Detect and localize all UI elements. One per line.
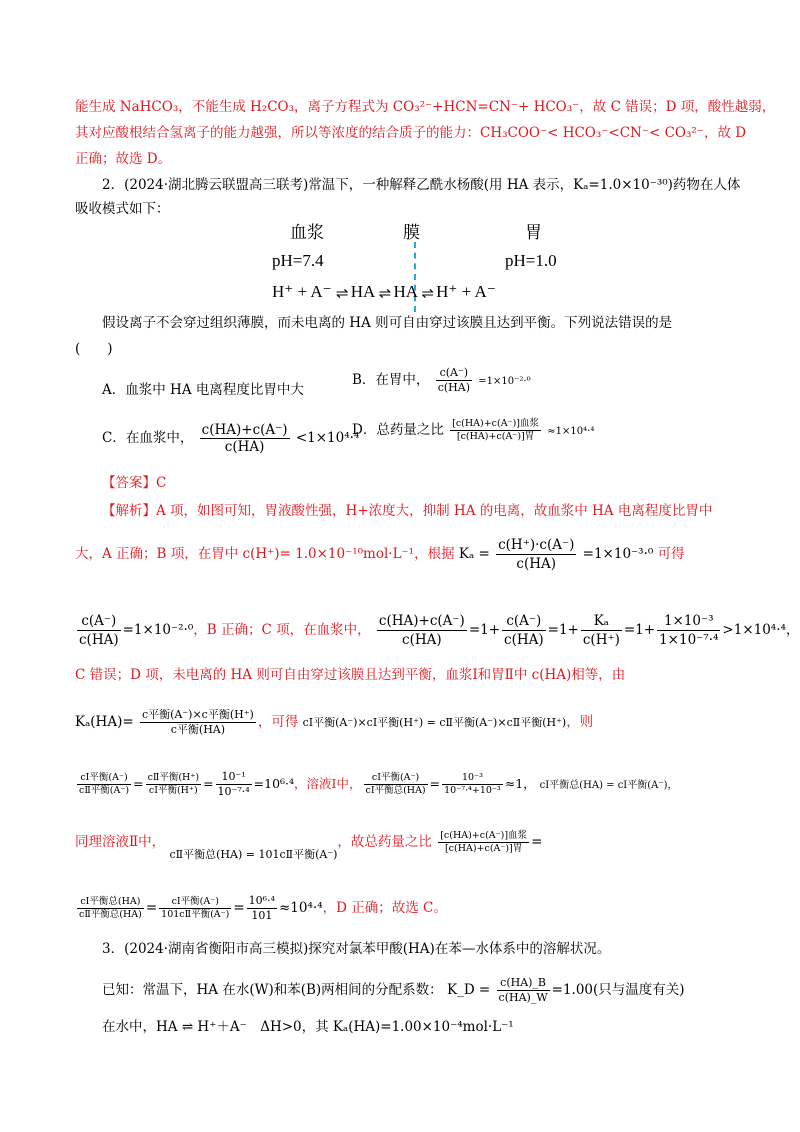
analysis-text: ，则 [566, 714, 594, 730]
analysis-line-5 [75, 708, 593, 737]
fraction-numerator: cⅠ平衡(A⁻) [77, 772, 131, 785]
option-d-fraction [450, 418, 541, 443]
equals-sign: = [133, 776, 144, 791]
numeric-fraction [657, 612, 720, 649]
fraction-numerator: cⅡ平衡(H⁺) [147, 772, 200, 783]
analysis-text: 大，A 正确；B 项，在胃中 c(H⁺)= 1.0×10⁻¹⁰mol·L⁻¹，根据 [75, 546, 455, 562]
solution-i-expression: cⅠ平衡总(HA) = cⅠ平衡(A⁻)， [539, 780, 678, 791]
ratio-fraction [77, 612, 121, 649]
q3-line-1: 3．(2024·湖南省衡阳市高三模拟)探究对氯苯甲酸(HA)在苯—水体系中的溶解状况。 [102, 941, 611, 957]
fraction-numerator: c(HA)+c(A⁻) [201, 422, 288, 438]
eq-left-ions: H⁺ + A⁻ [272, 282, 332, 301]
q2-stem-1: 假设离子不会穿过组织薄膜，而未电离的 HA 则可自由穿过该膜且达到平衡。下列说法错误的是 [102, 315, 673, 331]
option-b-label: B．在胃中， [352, 372, 430, 388]
fraction-numerator: c(A⁻) [436, 366, 472, 381]
fraction-numerator: c平衡(A⁻)×c平衡(H⁺) [141, 708, 254, 721]
fraction-denominator: [c(HA)+c(A⁻)]胃 [444, 843, 523, 854]
fraction-numerator: c(H⁺)·c(A⁻) [498, 537, 575, 553]
analysis-line-1 [102, 502, 712, 520]
solution-i-fraction [364, 772, 428, 797]
option-b-value: =1×10⁻²·⁰ [478, 376, 531, 387]
q2-line-1: 2．(2024·湖北腾云联盟高三联考)常温下，一种解释乙酰水杨酸(用 HA 表示，Kₐ=1.0×10⁻³⁰)药物在人体 [102, 177, 741, 193]
option-b-fraction [436, 366, 472, 395]
solution-ii-expression: cⅡ平衡总(HA) = 101cⅡ平衡(A⁻) [169, 848, 338, 861]
equals-sign: = [233, 900, 245, 916]
equilibrium-arrow-icon: ⇌ [421, 285, 432, 302]
fraction-denominator: c(HA) [402, 632, 442, 648]
fraction-denominator: c(HA) [516, 556, 557, 572]
solution-i-numeric-fraction [442, 772, 503, 797]
fraction-numerator: 1×10⁻³ [657, 612, 720, 631]
plasma-ph: pH=7.4 [272, 251, 324, 270]
equilibrium-arrow-icon: ⇌ [335, 285, 347, 302]
membrane-label: 膜 [403, 223, 420, 242]
stomach-ph: pH=1.0 [505, 251, 557, 270]
q3-text: 已知：常温下，HA 在水(W)和苯(B)两相间的分配系数： [102, 982, 443, 998]
fraction-denominator: cⅡ平衡总(HA) [79, 909, 142, 920]
analysis-line-8 [75, 894, 447, 923]
equilibrium-expression: cⅠ平衡(A⁻)×cⅠ平衡(H⁺) = cⅡ平衡(A⁻)×cⅡ平衡(H⁺) [302, 716, 567, 729]
fraction-numerator: cⅠ平衡总(HA) [77, 896, 144, 909]
analysis-tag: 【解析】 [102, 503, 156, 519]
fraction-denominator: cⅠ平衡(H⁺) [148, 785, 198, 796]
comparison-value: >1×10⁴·⁴， [722, 622, 800, 638]
option-d-value: ≈1×10⁴·⁴ [547, 426, 595, 437]
fraction-denominator: 10⁻⁷·⁴+10⁻³ [444, 785, 501, 796]
fraction-denominator: cⅡ平衡(A⁻) [79, 785, 130, 796]
fraction-denominator: [c(HA)+c(A⁻)]胃 [456, 431, 535, 442]
fraction-denominator: c平衡(HA) [170, 723, 226, 736]
analysis-text: A 项，如图可知，胃液酸性强，H+浓度大，抑制 HA 的电离，故血浆中 HA 电离程度比胃中 [156, 503, 713, 519]
analysis-line-3 [75, 612, 799, 649]
fraction-numerator: 10⁶·⁴ [248, 894, 275, 907]
equals-sign: = [145, 900, 158, 916]
top-para-line-1: 能生成 NaHCO₃，不能生成 H₂CO₃，离子方程式为 CO₃²⁻+HCN=CN⁻+ HCO₃⁻，故 C 错误；D 项，酸性越弱， [75, 99, 776, 115]
equals-sign: = [203, 776, 214, 791]
equals-sign: =1+ [547, 622, 579, 638]
analysis-line-7 [75, 830, 543, 861]
fraction-denominator: 101cⅡ平衡(A⁻) [161, 909, 230, 920]
fraction-denominator: c(HA) [224, 439, 265, 455]
eq-right-ions: H⁺ + A⁻ [436, 282, 496, 301]
analysis-line-6 [75, 770, 678, 799]
stomach-label: 胃 [525, 223, 542, 242]
final-fraction [247, 894, 277, 923]
ka-ha-symbol: Kₐ(HA)= [75, 714, 134, 730]
equilibrium-row [272, 282, 496, 303]
h-ratio-fraction [146, 772, 202, 797]
option-c [102, 422, 359, 455]
fraction-denominator: c(HA) [504, 632, 544, 648]
option-c-value: <1×10⁴·⁴ [295, 430, 360, 446]
total-ha-fraction [77, 896, 144, 921]
answer-line: 【答案】C [102, 475, 167, 491]
equals-sign: = [531, 834, 543, 850]
conc-ratio-fraction [77, 772, 131, 797]
q3-line-3: 在水中，HA ⇌ H⁺＋A⁻ ΔH>0，其 Kₐ(HA)=1.00×10⁻⁴mol·L⁻¹ [102, 1019, 514, 1035]
option-b [352, 366, 531, 395]
q3-text: (只与温度有关) [593, 982, 685, 998]
kd-value: =1.00 [551, 982, 594, 998]
final-value: ≈10⁴·⁴ [279, 900, 323, 916]
option-c-label: C．在血浆中， [102, 430, 194, 446]
option-c-fraction [200, 422, 290, 455]
ka-equilibrium-fraction [140, 708, 256, 737]
fraction-denominator: 1×10⁻⁷·⁴ [659, 632, 719, 648]
fraction-numerator: cⅠ平衡(A⁻) [364, 772, 428, 785]
equals-sign: =1+ [623, 622, 656, 638]
equals-sign: =1+ [468, 622, 501, 638]
absorption-scheme [270, 218, 570, 308]
ka-over-h-fraction [581, 612, 622, 649]
ratio-value: =1×10⁻²·⁰ [122, 622, 194, 638]
ratio-value: =10⁶·⁴ [253, 776, 295, 791]
q3-line-2 [102, 976, 685, 1005]
option-d [352, 418, 594, 443]
kd-symbol: K_D = [446, 982, 491, 998]
fraction-numerator: [c(HA)+c(A⁻)]血浆 [452, 418, 539, 429]
q2-stem-2: ( ) [75, 341, 113, 357]
q2-line-2: 吸收模式如下： [75, 201, 170, 217]
analysis-line-2 [75, 536, 685, 573]
analysis-text: ，溶液Ⅰ中， [294, 776, 362, 791]
a-ratio-fraction [159, 896, 231, 921]
fraction-denominator: c(HA) [437, 381, 470, 394]
top-para-line-2: 其对应酸根结合氢离子的能力越强，所以等浓度的结合质子的能力：CH₃COO⁻< HCO₃⁻<CN⁻< CO₃²⁻，故 D [75, 125, 747, 141]
fraction-denominator: 10⁻⁷·⁴ [217, 785, 250, 798]
approx-value: ≈1， [504, 776, 536, 791]
equilibrium-arrow-icon: ⇌ [378, 285, 390, 302]
fraction-denominator: c(H⁺) [582, 632, 620, 648]
fraction-numerator: cⅠ平衡(A⁻) [159, 896, 231, 909]
option-a: A．血浆中 HA 电离程度比胃中大 [102, 382, 304, 398]
ratio-fraction-2 [502, 612, 546, 649]
analysis-text: 可得 [657, 546, 685, 562]
fraction-numerator: c(A⁻) [77, 612, 121, 631]
fraction-denominator: c(HA)_W [498, 991, 548, 1004]
fraction-denominator: 101 [251, 909, 273, 922]
fraction-numerator: 10⁻¹ [216, 770, 252, 785]
analysis-text: 同理溶液Ⅱ中， [75, 834, 166, 850]
ka-fraction [496, 536, 576, 573]
equals-sign: = [429, 776, 441, 791]
analysis-text: ，可得 [257, 714, 299, 730]
total-ratio-fraction [438, 830, 529, 855]
analysis-line-4: C 错误；D 项，未电离的 HA 则可自由穿过该膜且达到平衡，血浆Ⅰ和胃Ⅱ中 c(HA)相等，由 [75, 667, 626, 683]
analysis-text: ，B 正确；C 项，在血浆中， [193, 622, 371, 638]
plasma-label: 血浆 [290, 223, 324, 242]
fraction-numerator: [c(HA)+c(A⁻)]血浆 [440, 830, 528, 841]
sum-fraction [377, 612, 467, 649]
top-para-line-3: 正确；故选 D。 [75, 151, 172, 167]
eq-ha-plasma: HA [350, 282, 375, 301]
fraction-numerator: c(A⁻) [502, 612, 546, 631]
kd-fraction [497, 976, 550, 1005]
fraction-numerator: c(HA)+c(A⁻) [378, 613, 465, 629]
ka-symbol: Kₐ = [458, 546, 490, 562]
fraction-numerator: 10⁻³ [442, 772, 503, 785]
fraction-numerator: Kₐ [581, 612, 622, 631]
fraction-numerator: c(HA)_B [497, 976, 550, 991]
fraction-denominator: c(HA) [79, 632, 119, 648]
analysis-text: ，D 正确；故选 C。 [322, 900, 447, 916]
ka-value: =1×10⁻³·⁰ [582, 546, 654, 562]
fraction-denominator: cⅠ平衡总(HA) [365, 785, 426, 796]
analysis-text: ，故总药量之比 [337, 834, 432, 850]
option-d-label: D．总药量之比 [352, 422, 444, 438]
eq-ha-stomach: HA [393, 282, 418, 301]
power-fraction [216, 770, 252, 799]
